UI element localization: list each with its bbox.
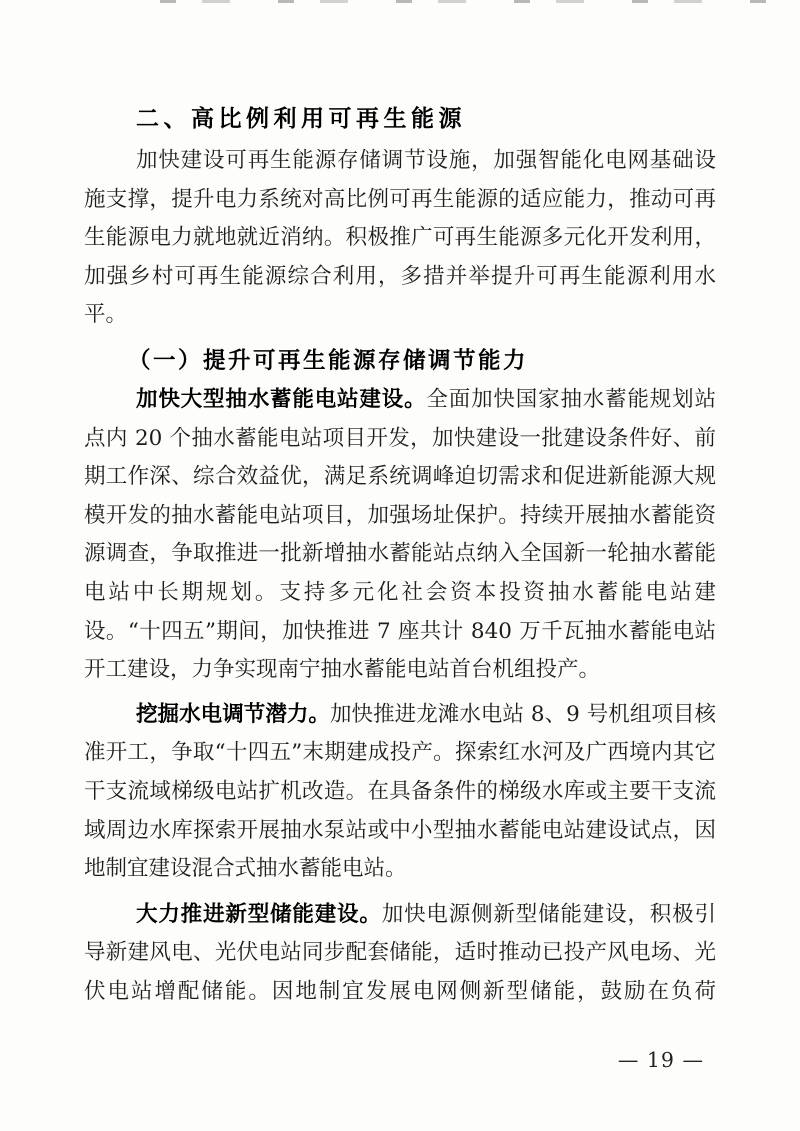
document-content [84, 100, 716, 1011]
section-heading: 二、高比例利用可再生能源 [136, 106, 466, 132]
intro-paragraph: 加快建设可再生能源存储调节设施，加强智能化电网基础设施支撑，提升电力系统对高比例可再生能源的适应能力，推动可再生能源电力就地就近消纳。积极推广可再生能源多元化开发利用，加强乡村可再生能源综合利用，多措并举提升可再生能源利用水平。 [84, 148, 716, 328]
paragraph-hydropower-lead: 挖掘水电调节潜力。 [136, 701, 330, 727]
paragraph-pumped-storage-body: 全面加快国家抽水蓄能规划站点内 20 个抽水蓄能电站项目开发，加快建设一批建设条件好、前期工作深、综合效益优，满足系统调峰迫切需求和促进新能源大规模开发的抽水蓄能电站项目，加强场址保护。持续开展抽水蓄能资源调查，争取推进一批新增抽水蓄能站点纳入全国新一轮抽水蓄能电站中长期规划。支持多元化社会资本投资抽水蓄能电站建设。“十四五”期间，加快推进 7 座共计 840 万千瓦抽水蓄能电站开工建设，力争实现南宁抽水蓄能电站首台机组投产。 [84, 386, 716, 683]
page-number: — 19 — [617, 1048, 704, 1072]
paragraph-hydropower [84, 696, 716, 889]
paragraph-new-energy-storage [84, 896, 716, 1012]
paragraph-pumped-storage-lead: 加快大型抽水蓄能电站建设。 [136, 386, 427, 412]
paragraph-hydropower-body: 加快推进龙滩水电站 8、9 号机组项目核准开工，争取“十四五”末期建成投产。探索红水河及广西境内其它干支流域梯级电站扩机改造。在具备条件的梯级水库或主要干支流域周边水库探索开展抽水泵站或中小型抽水蓄能电站建设试点，因地制宜建设混合式抽水蓄能电站。 [84, 701, 716, 882]
paragraph-pumped-storage [84, 381, 716, 690]
subsection-heading: （一）提升可再生能源存储调节能力 [128, 347, 529, 374]
paragraph-new-energy-storage-lead: 大力推进新型储能建设。 [136, 901, 382, 927]
paragraph-new-energy-storage-body: 加快电源侧新型储能建设，积极引导新建风电、光伏电站同步配套储能，适时推动已投产风电场、光伏电站增配储能。因地制宜发展电网侧新型储能，鼓励在负荷 [84, 901, 716, 1004]
scan-edge-artifact [160, 0, 780, 3]
